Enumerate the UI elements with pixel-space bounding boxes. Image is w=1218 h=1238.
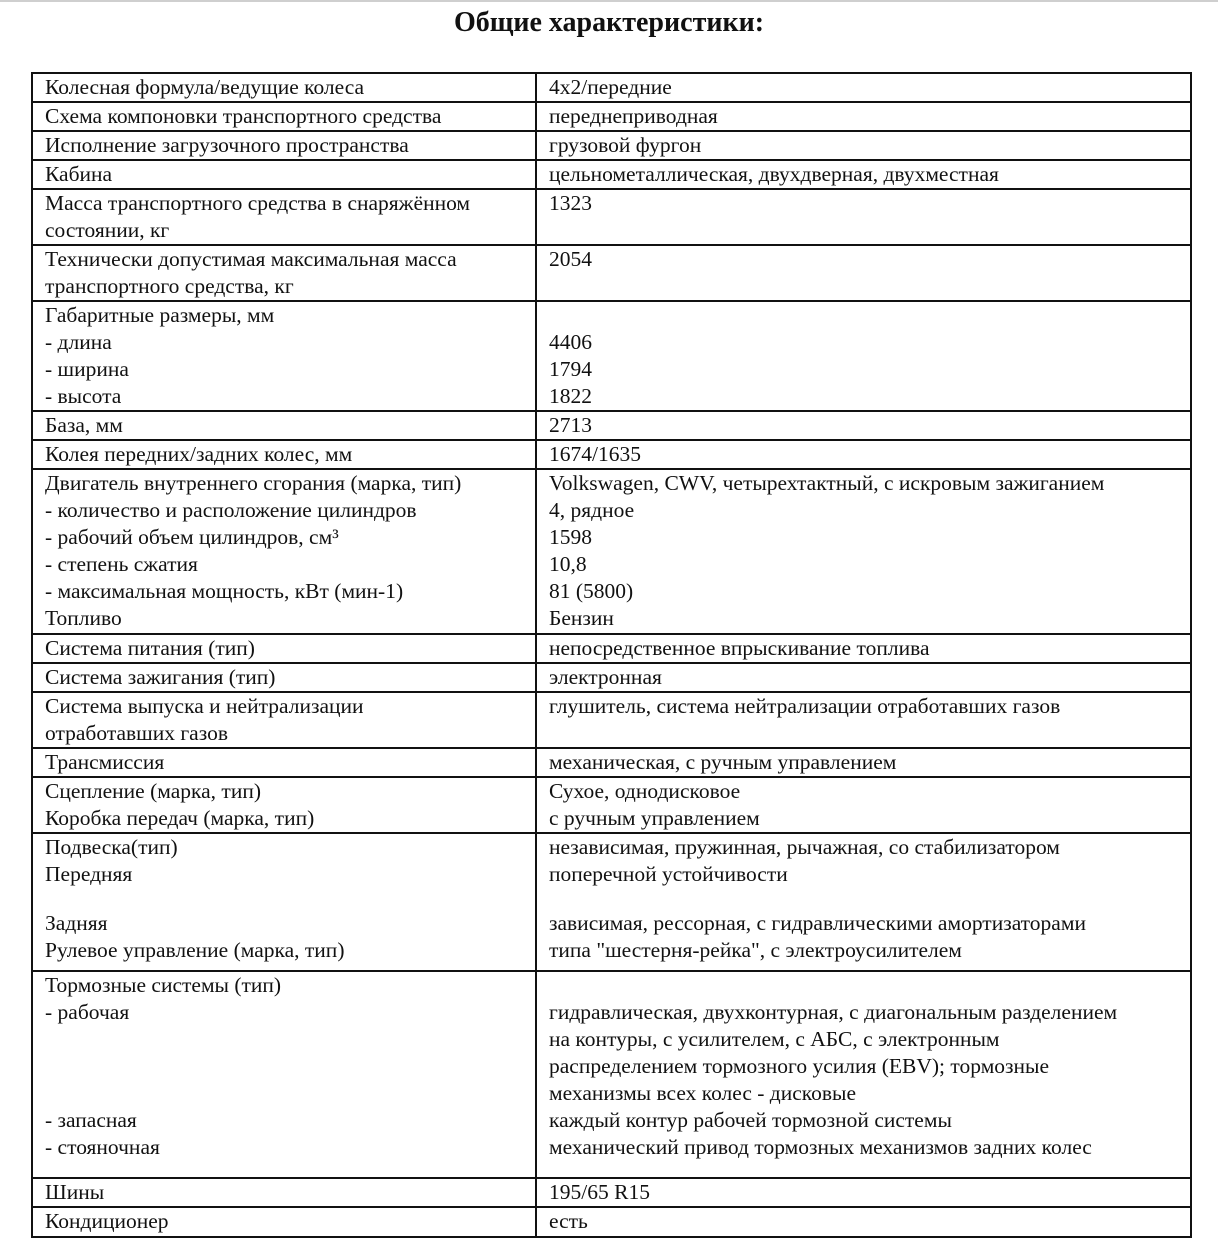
value-text: непосредственное впрыскивание топлива bbox=[549, 636, 930, 660]
value-text: на контуры, с усилителем, с АБС, с электронным bbox=[549, 1027, 1000, 1051]
value-text bbox=[549, 302, 1190, 329]
parameter-text: Технически допустимая максимальная масса bbox=[45, 247, 457, 271]
parameter-cell bbox=[32, 245, 536, 301]
value-text: Бензин bbox=[549, 606, 614, 630]
parameter-cell bbox=[32, 102, 536, 131]
parameter-text bbox=[45, 1080, 535, 1107]
value-text: 1323 bbox=[549, 191, 592, 215]
parameter-cell bbox=[32, 833, 536, 971]
table-row bbox=[32, 189, 1191, 245]
value-cell bbox=[536, 469, 1191, 634]
table-row bbox=[32, 1207, 1191, 1237]
parameter-text: Кабина bbox=[45, 162, 113, 186]
table-row bbox=[32, 469, 1191, 634]
parameter-text: Шины bbox=[45, 1180, 105, 1204]
value-text: есть bbox=[549, 1209, 588, 1233]
value-cell bbox=[536, 301, 1191, 411]
parameter-cell bbox=[32, 131, 536, 160]
parameter-cell bbox=[32, 189, 536, 245]
parameter-text: состоянии, кг bbox=[45, 218, 170, 242]
value-cell bbox=[536, 692, 1191, 748]
value-text: распределением тормозного усилия (EBV); тормозные bbox=[549, 1054, 1050, 1078]
table-row bbox=[32, 102, 1191, 131]
value-text: 10,8 bbox=[549, 552, 587, 576]
parameter-text: Система зажигания (тип) bbox=[45, 665, 276, 689]
parameter-text: - количество и расположение цилиндров bbox=[45, 498, 417, 522]
value-cell bbox=[536, 634, 1191, 663]
value-text: поперечной устойчивости bbox=[549, 862, 788, 886]
parameter-text: Подвеска(тип) bbox=[45, 835, 178, 859]
value-text: 195/65 R15 bbox=[549, 1180, 650, 1204]
parameter-text: - максимальная мощность, кВт (мин-1) bbox=[45, 579, 404, 603]
value-text bbox=[549, 972, 1190, 999]
parameter-text: - запасная bbox=[45, 1108, 137, 1132]
table-row bbox=[32, 301, 1191, 411]
value-cell bbox=[536, 440, 1191, 469]
parameter-text: - степень сжатия bbox=[45, 552, 198, 576]
parameter-cell bbox=[32, 469, 536, 634]
value-text: независимая, пружинная, рычажная, со стабилизатором bbox=[549, 835, 1060, 859]
table-row bbox=[32, 748, 1191, 777]
value-cell bbox=[536, 833, 1191, 971]
value-cell bbox=[536, 748, 1191, 777]
parameter-cell bbox=[32, 160, 536, 189]
parameter-cell bbox=[32, 692, 536, 748]
page-title: Общие характеристики: bbox=[453, 7, 765, 38]
value-text: 2713 bbox=[549, 413, 592, 437]
value-text: Сухое, однодисковое bbox=[549, 779, 741, 803]
parameter-text: - высота bbox=[45, 384, 122, 408]
value-cell bbox=[536, 1207, 1191, 1237]
specifications-table bbox=[31, 72, 1192, 1238]
parameter-text: Кондиционер bbox=[45, 1209, 169, 1233]
value-text: типа "шестерня-рейка", с электроусилителем bbox=[549, 938, 962, 962]
value-text: Volkswagen, CWV, четырехтактный, с искровым зажиганием bbox=[549, 471, 1105, 495]
parameter-cell bbox=[32, 971, 536, 1178]
parameter-cell bbox=[32, 73, 536, 102]
parameter-text: - стояночная bbox=[45, 1135, 160, 1159]
parameter-text: Коробка передач (марка, тип) bbox=[45, 806, 315, 830]
value-text: зависимая, рессорная, с гидравлическими амортизаторами bbox=[549, 911, 1086, 935]
parameter-cell bbox=[32, 777, 536, 833]
value-text: механическая, с ручным управлением bbox=[549, 750, 897, 774]
parameter-text: Колесная формула/ведущие колеса bbox=[45, 75, 365, 99]
table-row bbox=[32, 440, 1191, 469]
value-text: гидравлическая, двухконтурная, с диагональным разделением bbox=[549, 1000, 1118, 1024]
value-text: 1794 bbox=[549, 357, 592, 381]
table-row bbox=[32, 411, 1191, 440]
value-text: каждый контур рабочей тормозной системы bbox=[549, 1108, 952, 1132]
value-text: электронная bbox=[549, 665, 662, 689]
value-cell bbox=[536, 663, 1191, 692]
parameter-text: Схема компоновки транспортного средства bbox=[45, 104, 442, 128]
parameter-text: - ширина bbox=[45, 357, 129, 381]
top-divider bbox=[0, 0, 1218, 2]
value-cell bbox=[536, 971, 1191, 1178]
value-text: 1598 bbox=[549, 525, 592, 549]
parameter-text bbox=[45, 1053, 535, 1080]
parameter-text: Рулевое управление (марка, тип) bbox=[45, 938, 345, 962]
table-row bbox=[32, 131, 1191, 160]
value-cell bbox=[536, 777, 1191, 833]
value-cell bbox=[536, 189, 1191, 245]
table-row bbox=[32, 73, 1191, 102]
value-text: 4, рядное bbox=[549, 498, 635, 522]
parameter-text: Тормозные системы (тип) bbox=[45, 973, 282, 997]
parameter-text bbox=[45, 1026, 535, 1053]
parameter-cell bbox=[32, 663, 536, 692]
value-cell bbox=[536, 245, 1191, 301]
value-text: переднеприводная bbox=[549, 104, 718, 128]
value-text: грузовой фургон bbox=[549, 133, 702, 157]
parameter-cell bbox=[32, 301, 536, 411]
value-text: 2054 bbox=[549, 247, 592, 271]
parameter-cell bbox=[32, 1207, 536, 1237]
parameter-text: транспортного средства, кг bbox=[45, 274, 294, 298]
value-cell bbox=[536, 131, 1191, 160]
parameter-text: Колея передних/задних колес, мм bbox=[45, 442, 353, 466]
table-row bbox=[32, 634, 1191, 663]
value-cell bbox=[536, 102, 1191, 131]
value-text: цельнометаллическая, двухдверная, двухместная bbox=[549, 162, 999, 186]
table-row bbox=[32, 833, 1191, 971]
parameter-text: Двигатель внутреннего сгорания (марка, тип) bbox=[45, 471, 462, 495]
table-row bbox=[32, 777, 1191, 833]
value-text: механический привод тормозных механизмов задних колес bbox=[549, 1135, 1092, 1159]
value-text: 1822 bbox=[549, 384, 592, 408]
parameter-text: - длина bbox=[45, 330, 112, 354]
value-text: с ручным управлением bbox=[549, 806, 760, 830]
value-cell bbox=[536, 411, 1191, 440]
parameter-text: Передняя bbox=[45, 862, 133, 886]
parameter-text: Масса транспортного средства в снаряжённом bbox=[45, 191, 471, 215]
table-row bbox=[32, 971, 1191, 1178]
parameter-text: - рабочий объем цилиндров, см³ bbox=[45, 525, 339, 549]
table-row bbox=[32, 663, 1191, 692]
value-text: глушитель, система нейтрализации отработавших газов bbox=[549, 694, 1061, 718]
parameter-cell bbox=[32, 440, 536, 469]
parameter-text: Трансмиссия bbox=[45, 750, 165, 774]
table-row bbox=[32, 245, 1191, 301]
value-cell bbox=[536, 73, 1191, 102]
table-row bbox=[32, 692, 1191, 748]
parameter-text: Топливо bbox=[45, 606, 122, 630]
parameter-cell bbox=[32, 748, 536, 777]
parameter-text: База, мм bbox=[45, 413, 123, 437]
table-row bbox=[32, 160, 1191, 189]
value-text: 81 (5800) bbox=[549, 579, 634, 603]
parameter-text: - рабочая bbox=[45, 1000, 130, 1024]
parameter-cell bbox=[32, 411, 536, 440]
specifications-table-body bbox=[32, 73, 1191, 1237]
parameter-text: Система выпуска и нейтрализации bbox=[45, 694, 364, 718]
value-text: механизмы всех колес - дисковые bbox=[549, 1081, 857, 1105]
value-text: 4406 bbox=[549, 330, 592, 354]
parameter-text: Исполнение загрузочного пространства bbox=[45, 133, 409, 157]
parameter-text: Система питания (тип) bbox=[45, 636, 255, 660]
table-row bbox=[32, 1178, 1191, 1207]
value-text: 4х2/передние bbox=[549, 75, 672, 99]
parameter-text: Сцепление (марка, тип) bbox=[45, 779, 261, 803]
value-cell bbox=[536, 1178, 1191, 1207]
parameter-cell bbox=[32, 634, 536, 663]
value-text: 1674/1635 bbox=[549, 442, 641, 466]
parameter-text: отработавших газов bbox=[45, 721, 228, 745]
parameter-cell bbox=[32, 1178, 536, 1207]
value-cell bbox=[536, 160, 1191, 189]
parameter-text: Габаритные размеры, мм bbox=[45, 303, 275, 327]
parameter-text: Задняя bbox=[45, 911, 108, 935]
